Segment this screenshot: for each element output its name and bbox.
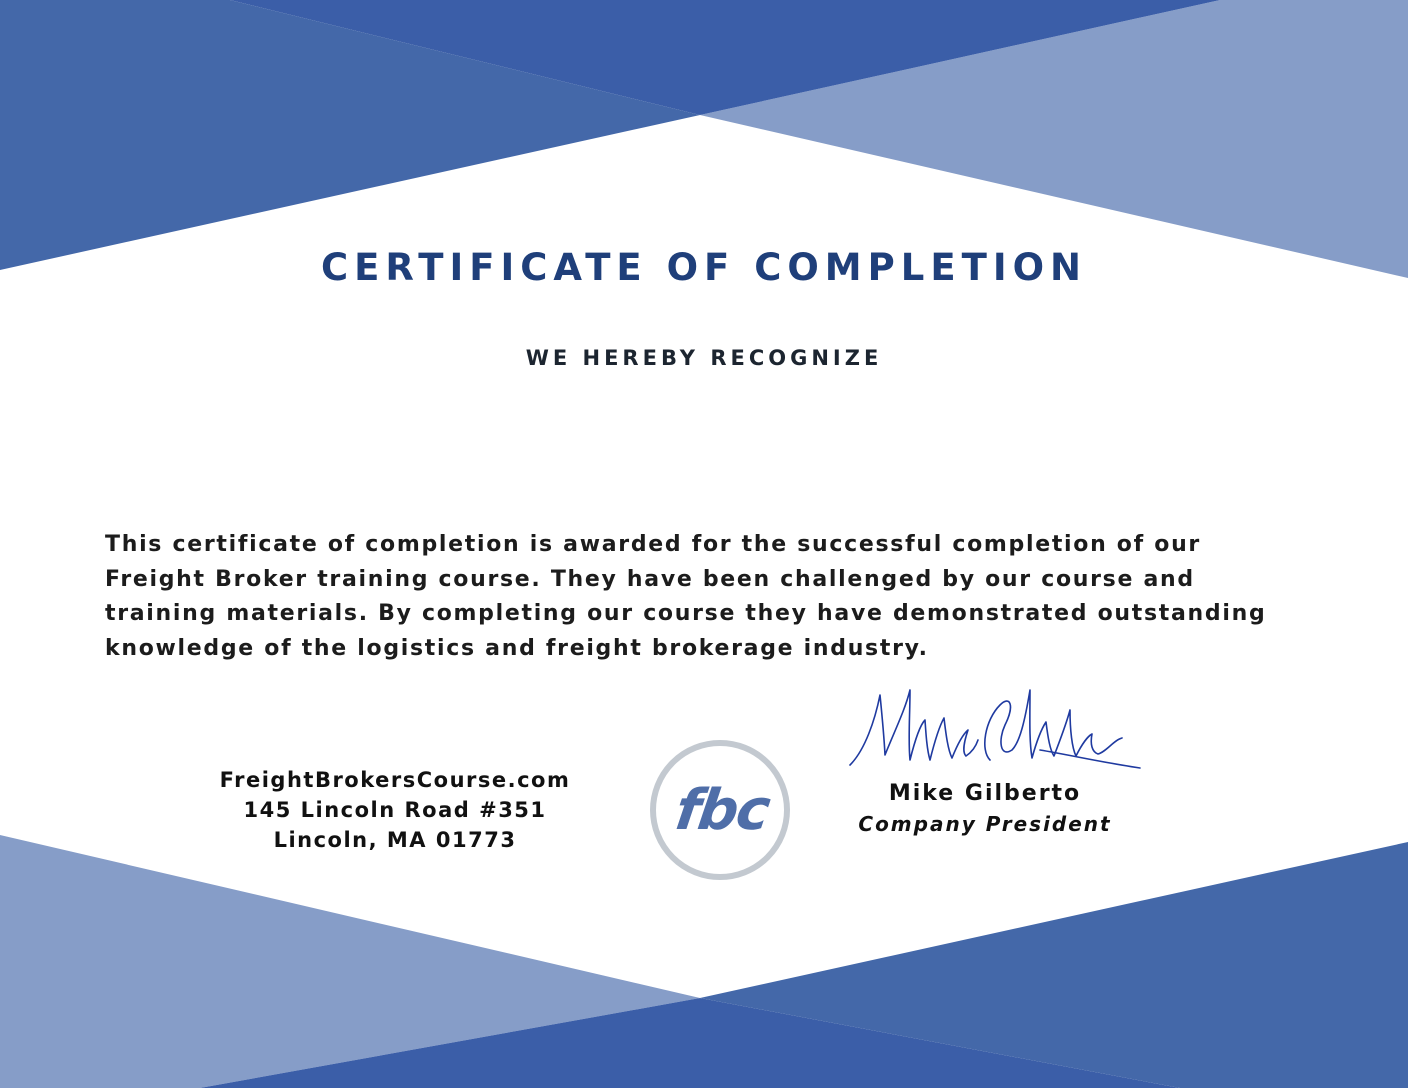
city-text: Lincoln, MA 01773 [273, 828, 517, 852]
signer-role: Company President [858, 812, 1112, 836]
body-line: Freight Broker training course. They have been challenged by our course and [105, 566, 1195, 592]
signer-name: Mike Gilberto [888, 781, 1082, 806]
certificate-title: CERTIFICATE OF COMPLETION [320, 246, 1088, 289]
body-line: This certificate of completion is awarded for the successful completion of our [105, 532, 1201, 557]
body-line: knowledge of the logistics and freight brokerage industry. [105, 635, 929, 661]
certificate-subtitle: WE HEREBY RECOGNIZE [525, 346, 883, 370]
fbc-logo [649, 739, 791, 881]
signature-image [840, 680, 1150, 780]
logo-text: fbc [671, 778, 773, 843]
body-line: training materials. By completing our course they have demonstrated outstanding [105, 601, 1267, 626]
website-text: FreightBrokersCourse.com [219, 768, 571, 792]
company-address [190, 765, 600, 855]
certificate-body [105, 528, 1315, 666]
street-text: 145 Lincoln Road #351 [243, 798, 547, 822]
